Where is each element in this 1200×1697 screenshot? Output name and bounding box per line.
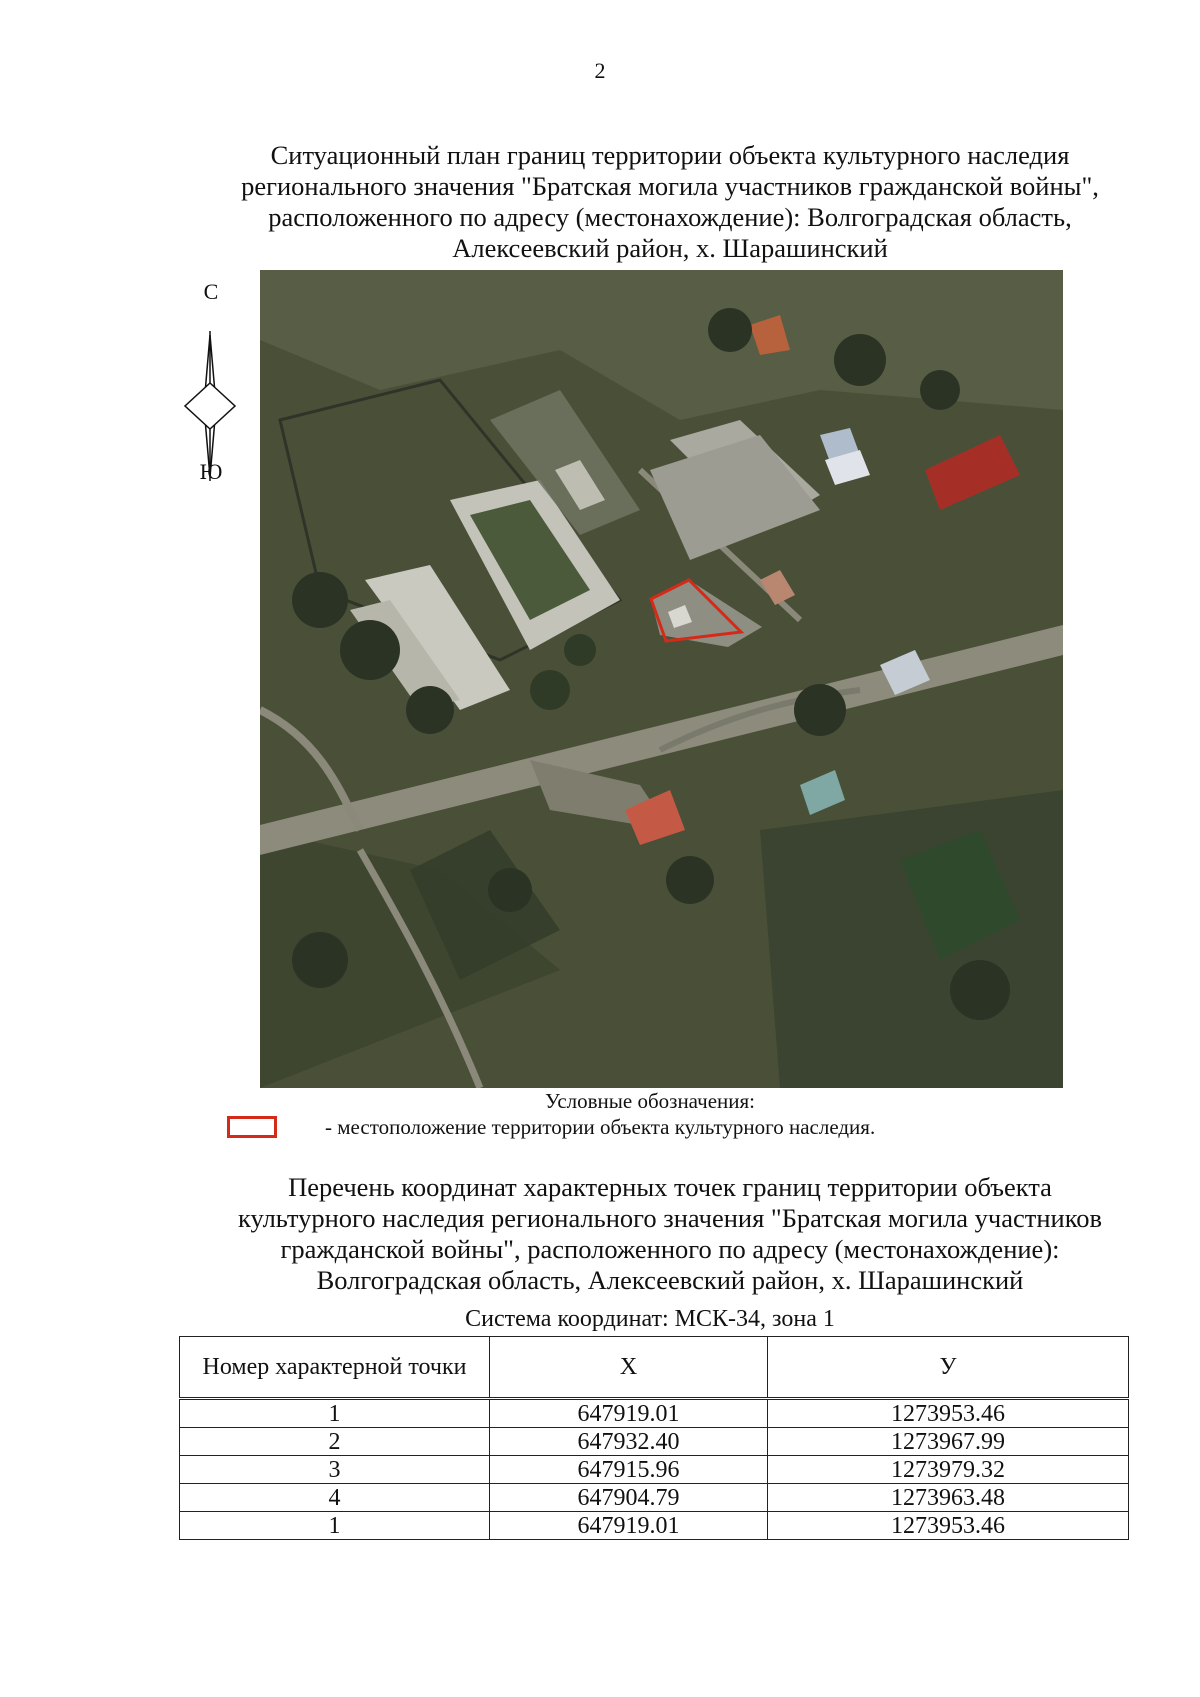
cell-x: 647932.40 [490,1428,768,1456]
table-row [180,1484,1129,1512]
legend-item-label: - местоположение территории объекта культурного наследия. [325,1115,876,1139]
legend-boundary-swatch [227,1116,277,1138]
cell-y: 1273979.32 [768,1456,1129,1484]
satellite-map [260,270,1063,1088]
page-number: 2 [594,58,606,83]
cell-y: 1273963.48 [768,1484,1129,1512]
list-title-line: культурного наследия регионального значения "Братская могила участников [238,1203,1102,1233]
header-y: У [768,1337,1129,1399]
cell-x: 647919.01 [490,1399,768,1428]
table-row [180,1428,1129,1456]
list-title-line: Волгоградская область, Алексеевский район, х. Шарашинский [316,1265,1024,1295]
coordinates-list-title [130,1172,1200,1296]
cell-x: 647915.96 [490,1456,768,1484]
coordinates-table [179,1336,1129,1540]
table-row [180,1399,1129,1428]
legend-title: Условные обозначения: [544,1089,756,1113]
cell-point-number: 1 [180,1399,490,1428]
header-x: X [490,1337,768,1399]
cell-point-number: 1 [180,1512,490,1540]
plan-title-line: регионального значения "Братская могила участников гражданской войны", [241,171,1099,201]
header-point-number: Номер характерной точки [180,1337,490,1399]
plan-title [130,140,1200,264]
cell-y: 1273953.46 [768,1399,1129,1428]
cell-x: 647904.79 [490,1484,768,1512]
list-title-line: гражданской войны", расположенного по адресу (местонахождение): [280,1234,1060,1264]
cell-y: 1273967.99 [768,1428,1129,1456]
table-header-row [180,1337,1129,1399]
plan-title-line: Ситуационный план границ территории объекта культурного наследия [270,140,1070,170]
list-title-line: Перечень координат характерных точек границ территории объекта [288,1172,1052,1202]
coordinate-system-caption: Система координат: МСК-34, зона 1 [465,1306,835,1332]
cell-point-number: 3 [180,1456,490,1484]
cell-point-number: 4 [180,1484,490,1512]
plan-title-line: расположенного по адресу (местонахождение): Волгоградская область, [268,202,1072,232]
table-row [180,1456,1129,1484]
cell-point-number: 2 [180,1428,490,1456]
compass-south-label: Ю [199,459,223,484]
compass-north-label: С [203,279,219,304]
cell-x: 647919.01 [490,1512,768,1540]
table-row [180,1512,1129,1540]
cell-y: 1273953.46 [768,1512,1129,1540]
plan-title-line: Алексеевский район, х. Шарашинский [452,233,888,263]
